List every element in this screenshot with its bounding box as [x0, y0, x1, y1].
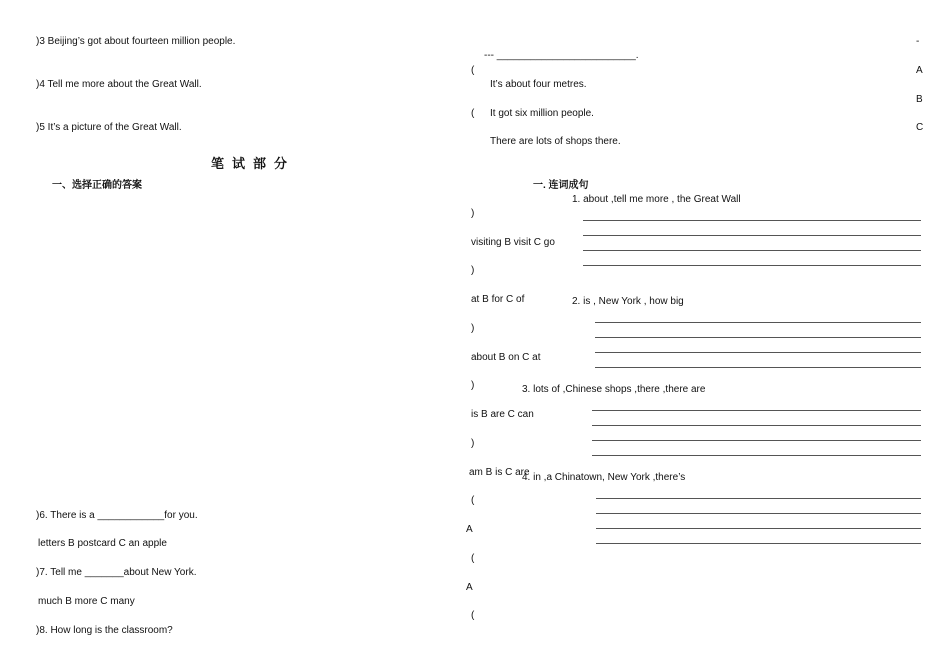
answer-line	[583, 265, 921, 266]
right-dash: -	[916, 36, 920, 47]
top-answer-blank: --- _________________________.	[484, 50, 639, 61]
letter-a: A	[916, 65, 923, 76]
answer-line	[595, 322, 921, 323]
bottom-mark: (	[471, 495, 475, 506]
section-one-title: 一、选择正确的答案	[52, 180, 142, 191]
answer-line	[583, 235, 921, 236]
choice-paren: )	[471, 208, 475, 219]
choice-paren: )	[471, 438, 475, 449]
choice-paren: )	[471, 265, 475, 276]
choice-paren: )	[471, 323, 475, 334]
answer-line	[595, 367, 921, 368]
section-title: 笔试部分	[211, 156, 296, 171]
choice-paren: )	[471, 380, 475, 391]
answer-line	[596, 513, 921, 514]
bottom-mark: A	[466, 524, 473, 535]
answer-line	[596, 543, 921, 544]
reorder-item-1: 1. about ,tell me more , the Great Wall	[572, 194, 741, 205]
question-3: )3 Beijing’s got about fourteen million people.	[36, 36, 236, 47]
bottom-mark: (	[471, 610, 475, 621]
letter-b: B	[916, 94, 923, 105]
paren-mark: (	[471, 108, 475, 119]
response-2: It got six million people.	[490, 108, 594, 119]
response-3: There are lots of shops there.	[490, 136, 621, 147]
answer-line	[596, 498, 921, 499]
bottom-mark: (	[471, 553, 475, 564]
question-7: )7. Tell me _______about New York.	[36, 567, 197, 578]
letter-c: C	[916, 122, 924, 133]
question-6: )6. There is a ____________for you.	[36, 510, 198, 521]
question-6-options: letters B postcard C an apple	[38, 538, 167, 549]
choice-options: visiting B visit C go	[471, 237, 555, 248]
question-4: )4 Tell me more about the Great Wall.	[36, 79, 202, 90]
answer-line	[592, 410, 921, 411]
question-8: )8. How long is the classroom?	[36, 625, 173, 636]
response-1: It’s about four metres.	[490, 79, 587, 90]
answer-line	[595, 352, 921, 353]
reorder-item-4: 4. in ,a Chinatown, New York ,there’s	[522, 472, 686, 483]
answer-line	[592, 440, 921, 441]
choice-options: is B are C can	[471, 409, 534, 420]
section-two-title: 一. 连词成句	[533, 180, 589, 191]
answer-line	[595, 337, 921, 338]
answer-line	[592, 455, 921, 456]
reorder-item-3: 3. lots of ,Chinese shops ,there ,there are	[522, 384, 706, 395]
choice-options: am B is C are	[469, 467, 530, 478]
answer-line	[592, 425, 921, 426]
answer-line	[583, 220, 921, 221]
question-5: )5 It’s a picture of the Great Wall.	[36, 122, 182, 133]
answer-line	[596, 528, 921, 529]
question-7-options: much B more C many	[38, 596, 135, 607]
paren-mark: (	[471, 65, 475, 76]
bottom-mark: A	[466, 582, 473, 593]
reorder-item-2: 2. is , New York , how big	[572, 296, 684, 307]
choice-options: at B for C of	[471, 294, 525, 305]
choice-options: about B on C at	[471, 352, 541, 363]
answer-line	[583, 250, 921, 251]
